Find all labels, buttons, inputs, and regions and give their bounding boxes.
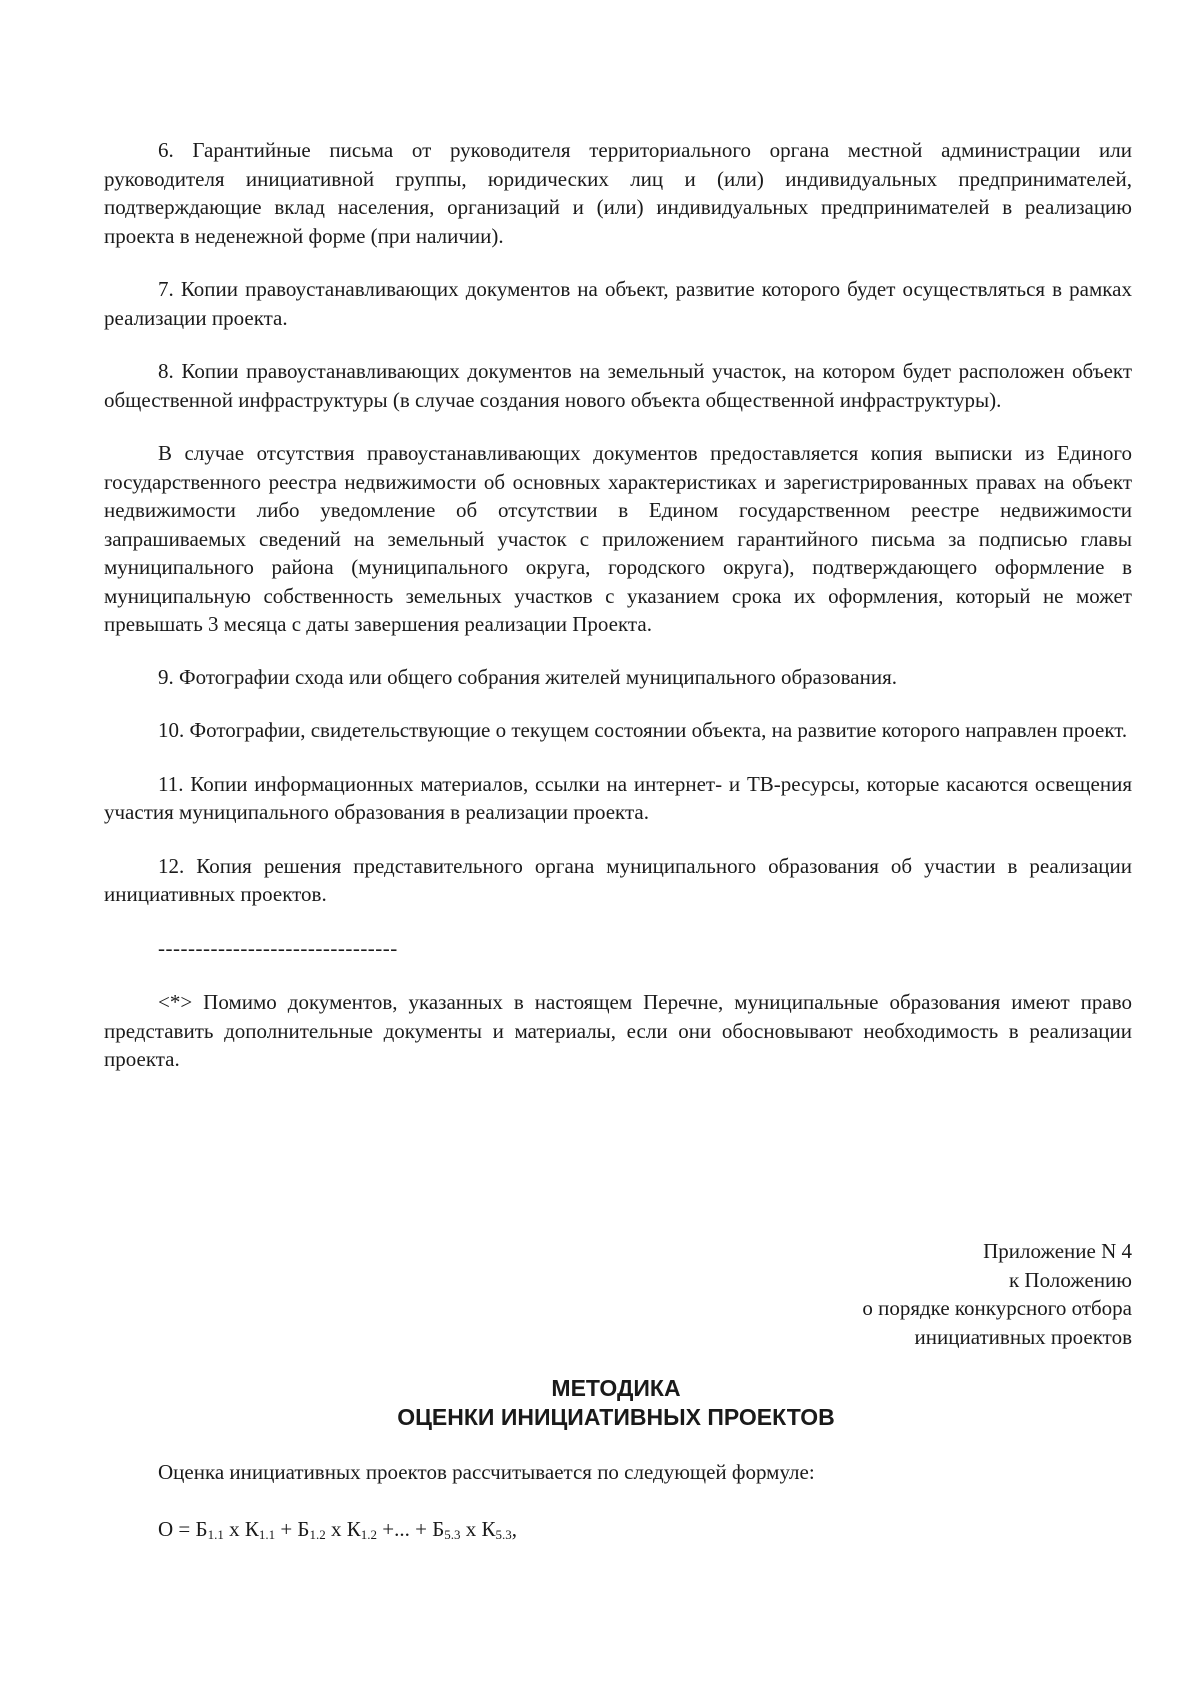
formula-part: х К bbox=[223, 1517, 259, 1541]
annex-line-3: о порядке конкурсного отбора bbox=[862, 1296, 1132, 1320]
formula-subscript: 1.2 bbox=[360, 1527, 378, 1542]
annex-header bbox=[862, 1237, 1132, 1351]
formula-subscript: 1.1 bbox=[258, 1527, 276, 1542]
footnote: <*> Помимо документов, указанных в настоящем Перечне, муниципальные образования имеют право представить дополнительные документы и материалы, если они обосновывают необходимость в реализации проекта. bbox=[104, 990, 1132, 1071]
title-line-2: ОЦЕНКИ ИНИЦИАТИВНЫХ ПРОЕКТОВ bbox=[397, 1404, 835, 1430]
formula-part: , bbox=[511, 1517, 518, 1541]
annex-number: Приложение N 4 bbox=[983, 1239, 1132, 1263]
formula-part: х К bbox=[460, 1517, 496, 1541]
formula-subscript: 1.1 bbox=[207, 1527, 224, 1542]
footnote-separator: -------------------------------- bbox=[158, 935, 398, 960]
methodology-title bbox=[0, 1374, 1200, 1432]
formula-subscript: 1.2 bbox=[309, 1527, 326, 1542]
formula-subscript: 5.3 bbox=[495, 1527, 512, 1542]
evaluation-formula bbox=[158, 1517, 517, 1543]
paragraph-10: 10. Фотографии, свидетельствующие о текущем состоянии объекта, на развитие которого направлен проект. bbox=[158, 718, 1128, 742]
title-line-1: МЕТОДИКА bbox=[551, 1375, 681, 1401]
paragraph-12: 12. Копия решения представительного органа муниципального образования об участии в реализации инициативных проектов. bbox=[104, 853, 1132, 906]
annex-line-2: к Положению bbox=[1008, 1267, 1132, 1292]
annex-line-4: инициативных проектов bbox=[914, 1324, 1132, 1349]
paragraph-7: 7. Копии правоустанавливающих документов на объект, развитие которого будет осуществляться в рамках реализации проекта. bbox=[104, 277, 1132, 330]
paragraph-9: 9. Фотографии схода или общего собрания жителей муниципального образования. bbox=[158, 664, 897, 689]
formula-part: О = Б bbox=[158, 1517, 208, 1541]
formula-part: + Б bbox=[275, 1517, 310, 1541]
paragraph-8: 8. Копии правоустанавливающих документов на земельный участок, на котором будет расположен объект общественной инфраструктуры (в случае создания нового объекта общественной инфраструктуры). bbox=[104, 359, 1132, 412]
paragraph-6: 6. Гарантийные письма от руководителя территориального органа местной администрации или руководителя инициативной группы, юридических лиц и (или) индивидуальных предпринимателей, подтверждающие вклад населения, организаций и (или) индивидуальных предпринимателей в реализацию проекта в неденежной форме (при наличии). bbox=[104, 138, 1132, 248]
paragraph-absence-docs: В случае отсутствия правоустанавливающих документов предоставляется копия выписки из Единого государственного реестра недвижимости об основных характеристиках и зарегистрированных правах на объект недвижимости либо уведомление об отсутствии в Едином государственном реестре недвижимости запрашиваемых сведений на земельный участок с приложением гарантийного письма за подписью главы муниципального района (муниципального округа, городского округа), подтверждающего оформление в муниципальную собственность земельных участков с указанием срока их оформления, который не может превышать 3 месяца с даты завершения реализации Проекта. bbox=[104, 441, 1132, 636]
formula-part: х К bbox=[325, 1517, 361, 1541]
formula-part: +... + Б bbox=[377, 1517, 445, 1541]
document-body bbox=[104, 136, 1132, 1099]
paragraph-11: 11. Копии информационных материалов, ссылки на интернет- и ТВ-ресурсы, которые касаются освещения участия муниципального образования в реализации проекта. bbox=[104, 771, 1132, 824]
formula-subscript: 5.3 bbox=[444, 1527, 461, 1542]
formula-intro: Оценка инициативных проектов рассчитывается по следующей формуле: bbox=[158, 1460, 815, 1484]
